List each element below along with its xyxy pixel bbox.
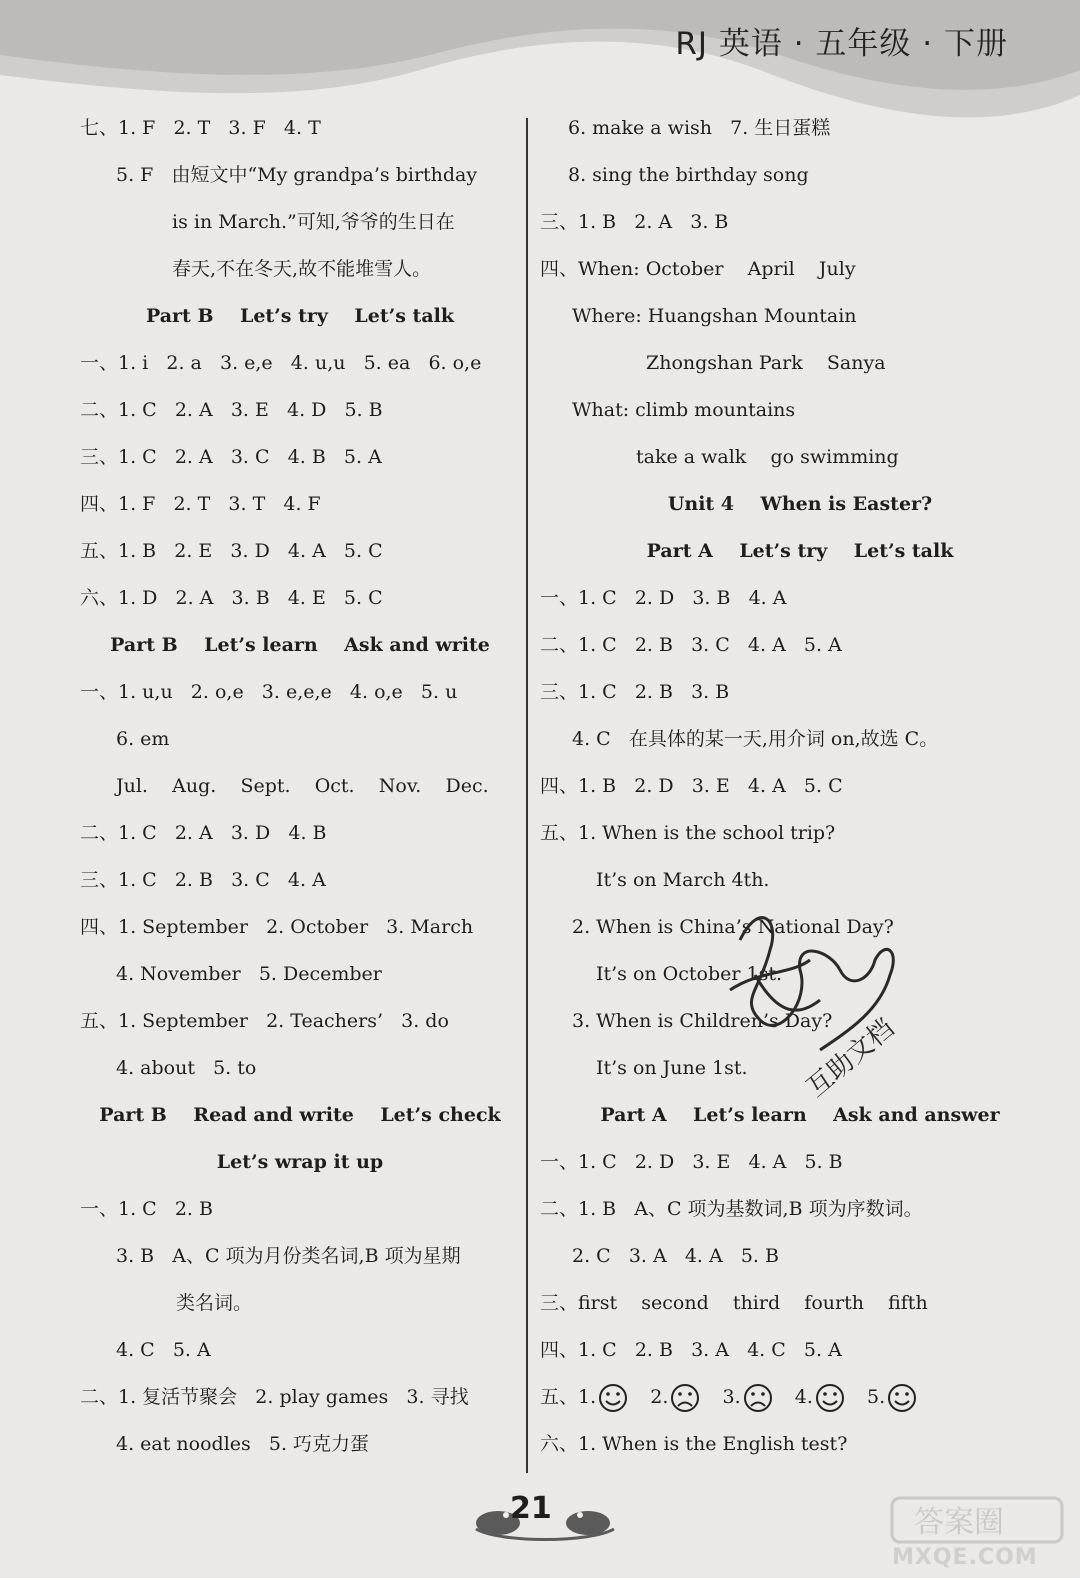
section-heading xyxy=(80,622,520,669)
answer-line xyxy=(540,105,1060,152)
answer-text: 8. sing the birthday song xyxy=(568,164,809,186)
answer-text: Zhongshan Park Sanya xyxy=(646,352,886,374)
answer-line xyxy=(80,1280,520,1327)
answer-line xyxy=(540,1186,1060,1233)
answer-text: 一、1. C 2. D 3. E 4. A 5. B xyxy=(540,1151,843,1173)
answer-line xyxy=(540,340,1060,387)
answer-text: 3. xyxy=(704,1386,741,1408)
answer-line xyxy=(540,669,1060,716)
answer-text: Part B Let’s learn Ask and write xyxy=(110,634,490,656)
section-heading xyxy=(80,293,520,340)
answer-line xyxy=(540,1280,1060,1327)
answer-line xyxy=(80,1421,520,1468)
answer-text: 类名词。 xyxy=(176,1292,253,1314)
answer-text: 春天,不在冬天,故不能堆雪人。 xyxy=(172,258,432,280)
svg-text:答案圈: 答案圈 xyxy=(914,1505,1004,1540)
answer-line xyxy=(540,622,1060,669)
watermark xyxy=(882,1492,1072,1572)
answer-line xyxy=(540,1233,1060,1280)
answer-text: 4. C 5. A xyxy=(116,1339,211,1361)
smiley-face-icon xyxy=(815,1383,845,1413)
answer-line xyxy=(540,1327,1060,1374)
answer-text: 二、1. 复活节聚会 2. play games 3. 寻找 xyxy=(80,1386,469,1408)
answer-text: 六、1. D 2. A 3. B 4. E 5. C xyxy=(80,587,383,609)
answer-text: 五、1. B 2. E 3. D 4. A 5. C xyxy=(80,540,383,562)
answer-text: Part B Let’s try Let’s talk xyxy=(145,305,455,327)
answer-line xyxy=(80,857,520,904)
answer-text: take a walk go swimming xyxy=(636,446,899,468)
answer-line xyxy=(80,387,520,434)
handwritten-stamp xyxy=(700,880,930,1110)
answer-text: 二、1. C 2. B 3. C 4. A 5. A xyxy=(540,634,842,656)
answer-text: 一、1. u,u 2. o,e 3. e,e,e 4. o,e 5. u xyxy=(80,681,458,703)
answer-line xyxy=(540,716,1060,763)
answer-text: 2. C 3. A 4. A 5. B xyxy=(572,1245,779,1267)
answer-text: 3. B A、C 项为月份类名词,B 项为星期 xyxy=(116,1245,461,1267)
answer-line xyxy=(80,763,520,810)
answer-text: 四、1. C 2. B 3. A 4. C 5. A xyxy=(540,1339,842,1361)
answer-text: 一、1. C 2. B xyxy=(80,1198,213,1220)
answer-line xyxy=(80,434,520,481)
answer-text: 三、1. B 2. A 3. B xyxy=(540,211,729,233)
right-answer-column xyxy=(540,105,1060,1468)
answer-text: 2. When is China’s National Day? xyxy=(572,916,894,938)
answer-text: 三、1. C 2. B 3. B xyxy=(540,681,730,703)
answer-line xyxy=(540,434,1060,481)
answer-line xyxy=(540,1139,1060,1186)
answer-text: Where: Huangshan Mountain xyxy=(572,305,857,327)
section-heading xyxy=(80,1092,520,1139)
answer-line xyxy=(80,1045,520,1092)
answer-line xyxy=(80,152,520,199)
answer-line xyxy=(80,1186,520,1233)
answer-text: 四、1. F 2. T 3. T 4. F xyxy=(80,493,321,515)
answer-line xyxy=(540,575,1060,622)
answer-text: 三、1. C 2. B 3. C 4. A xyxy=(80,869,326,891)
column-divider xyxy=(526,118,528,1473)
sad-face-icon xyxy=(670,1383,700,1413)
answer-line xyxy=(80,669,520,716)
section-heading xyxy=(540,528,1060,575)
answer-text: It’s on October 1st. xyxy=(596,963,783,985)
answer-line xyxy=(80,810,520,857)
answer-text: 4. eat noodles 5. 巧克力蛋 xyxy=(116,1433,370,1455)
answer-text: 5. F 由短文中“My grandpa’s birthday xyxy=(116,164,478,186)
answer-text: 4. about 5. to xyxy=(116,1057,257,1079)
answer-line xyxy=(540,810,1060,857)
answer-line xyxy=(540,199,1060,246)
section-heading xyxy=(540,481,1060,528)
answer-text: 5. xyxy=(848,1386,886,1408)
answer-text: is in March.”可知,爷爷的生日在 xyxy=(172,211,455,233)
answer-text: Part B Read and write Let’s check xyxy=(99,1104,501,1126)
book-title: RJ 英语 · 五年级 · 下册 xyxy=(675,26,1008,62)
answer-line xyxy=(80,199,520,246)
answer-line xyxy=(540,763,1060,810)
answer-line xyxy=(80,246,520,293)
stamp-text: 互助文档 xyxy=(801,1013,901,1104)
answer-text: Unit 4 When is Easter? xyxy=(667,493,933,515)
answer-text: 6. make a wish 7. 生日蛋糕 xyxy=(568,117,831,139)
answer-text: 4. November 5. December xyxy=(116,963,382,985)
answer-text: Let’s wrap it up xyxy=(216,1151,384,1173)
answer-line xyxy=(80,904,520,951)
answer-text: 三、first second third fourth fifth xyxy=(540,1292,928,1314)
answer-text: 四、1. B 2. D 3. E 4. A 5. C xyxy=(540,775,843,797)
answer-text: It’s on March 4th. xyxy=(596,869,770,891)
answer-line xyxy=(540,1374,1060,1421)
answer-line xyxy=(80,1374,520,1421)
answer-line xyxy=(540,246,1060,293)
answer-text: 五、1. xyxy=(540,1386,597,1408)
answer-line xyxy=(80,528,520,575)
answer-line xyxy=(80,481,520,528)
answer-text: 二、1. C 2. A 3. E 4. D 5. B xyxy=(80,399,383,421)
answer-text: 三、1. C 2. A 3. C 4. B 5. A xyxy=(80,446,382,468)
answer-line xyxy=(540,152,1060,199)
answer-line xyxy=(80,105,520,152)
answer-text: 四、1. September 2. October 3. March xyxy=(80,916,474,938)
answer-text: What: climb mountains xyxy=(572,399,796,421)
answer-line xyxy=(80,340,520,387)
answer-text: Part A Let’s try Let’s talk xyxy=(646,540,954,562)
answer-line xyxy=(80,1233,520,1280)
answer-line xyxy=(80,716,520,763)
answer-line xyxy=(80,1327,520,1374)
page-number xyxy=(470,1485,620,1545)
answer-line xyxy=(540,293,1060,340)
answer-text: 五、1. September 2. Teachers’ 3. do xyxy=(80,1010,449,1032)
watermark-logo-icon xyxy=(882,1492,1072,1548)
answer-text: It’s on June 1st. xyxy=(596,1057,748,1079)
answer-text: 2. xyxy=(632,1386,669,1408)
left-answer-column xyxy=(80,105,520,1468)
answer-text: 五、1. When is the school trip? xyxy=(540,822,836,844)
smiley-face-icon xyxy=(598,1383,628,1413)
answer-text: 二、1. B A、C 项为基数词,B 项为序数词。 xyxy=(540,1198,923,1220)
answer-text: 一、1. i 2. a 3. e,e 4. u,u 5. ea 6. o,e xyxy=(80,352,482,374)
answer-text: 一、1. C 2. D 3. B 4. A xyxy=(540,587,787,609)
answer-text: 四、When: October April July xyxy=(540,258,856,280)
answer-text: Jul. Aug. Sept. Oct. Nov. Dec. xyxy=(116,775,489,797)
answer-line xyxy=(80,998,520,1045)
page-number-text: 21 xyxy=(510,1491,552,1526)
answer-text: 二、1. C 2. A 3. D 4. B xyxy=(80,822,327,844)
answer-line xyxy=(540,1421,1060,1468)
answer-line xyxy=(540,387,1060,434)
answer-line xyxy=(80,575,520,622)
answer-text: 七、1. F 2. T 3. F 4. T xyxy=(80,117,321,139)
answer-text: 4. C 在具体的某一天,用介词 on,故选 C。 xyxy=(572,728,939,750)
answer-text: Part A Let’s learn Ask and answer xyxy=(600,1104,1000,1126)
sad-face-icon xyxy=(743,1383,773,1413)
answer-line xyxy=(80,951,520,998)
section-heading xyxy=(80,1139,520,1186)
answer-text: 六、1. When is the English test? xyxy=(540,1433,848,1455)
answer-text: 4. xyxy=(776,1386,813,1408)
answer-text: 3. When is Children’s Day? xyxy=(572,1010,833,1032)
answer-text: 6. em xyxy=(116,728,170,750)
watermark-text: MXQE.COM xyxy=(892,1545,1038,1570)
smiley-face-icon xyxy=(887,1383,917,1413)
